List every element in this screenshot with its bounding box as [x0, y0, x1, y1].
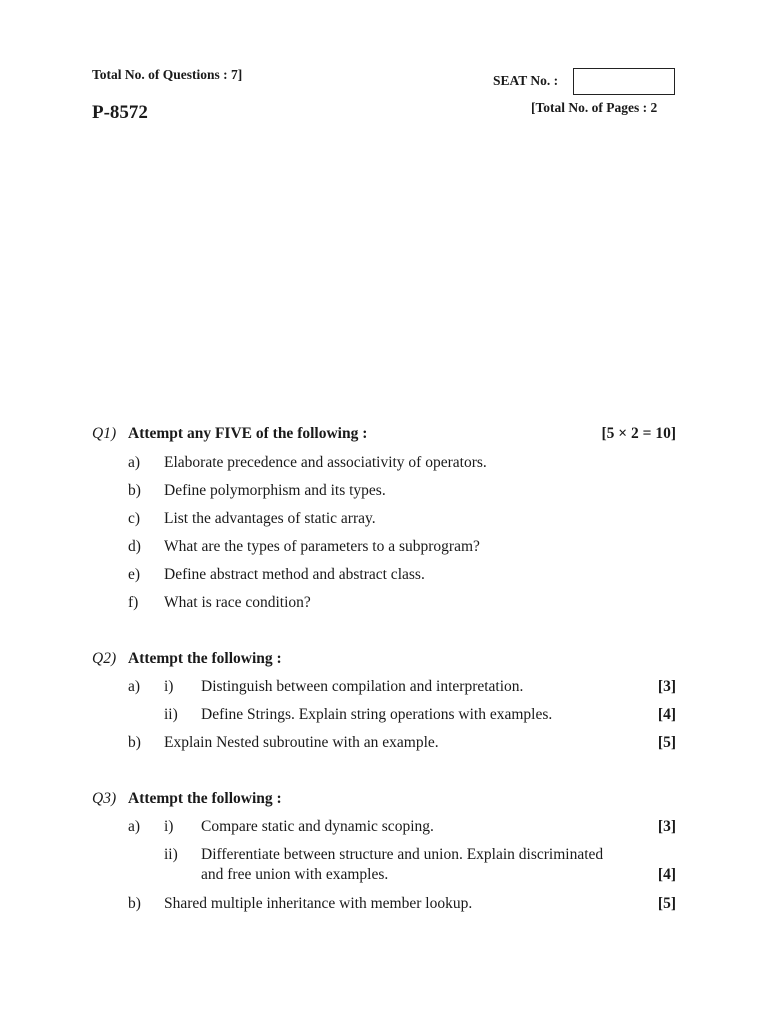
q2-title: Attempt the following : — [128, 650, 282, 667]
q1-title: Attempt any FIVE of the following : — [128, 425, 368, 442]
q3-a-label: a) — [128, 818, 141, 835]
q2-a-ii-text: Define Strings. Explain string operations with examples. — [201, 706, 553, 723]
paper-code: P-8572 — [92, 102, 148, 123]
q3-a-ii-marks: [4] — [657, 866, 676, 883]
seat-label: SEAT No. : — [493, 73, 559, 88]
q2-number: Q2) — [92, 650, 117, 667]
q1-item-label: f) — [128, 594, 139, 611]
q3-a-ii-text-line1: Differentiate between structure and union. Explain discriminated — [201, 846, 604, 863]
q1-number: Q1) — [92, 425, 117, 442]
q1-item-label: e) — [128, 566, 141, 583]
q3-a-i-marks: [3] — [657, 818, 676, 835]
q3-number: Q3) — [92, 790, 117, 807]
q1-marks: [5 × 2 = 10] — [601, 425, 676, 442]
q3-b-marks: [5] — [657, 895, 676, 912]
q2-a-ii-label: ii) — [164, 706, 178, 723]
q2-a-i-marks: [3] — [657, 678, 676, 695]
q1-item-label: c) — [128, 510, 141, 527]
q2-b-marks: [5] — [657, 734, 676, 751]
q3-a-ii-text-line2: and free union with examples. — [201, 866, 389, 883]
q1-item-label: b) — [128, 482, 141, 499]
q1-item-label: a) — [128, 454, 141, 471]
q1-item-text: What is race condition? — [164, 594, 311, 611]
q2-a-i-label: i) — [164, 678, 174, 695]
seat-number-box — [573, 68, 675, 95]
q2-a-i-text: Distinguish between compilation and interpretation. — [201, 678, 524, 695]
q1-item-label: d) — [128, 538, 141, 555]
q3-b-text: Shared multiple inheritance with member lookup. — [164, 895, 473, 912]
q3-a-i-text: Compare static and dynamic scoping. — [201, 818, 434, 835]
q1-item-text: What are the types of parameters to a subprogram? — [164, 538, 480, 555]
q3-b-label: b) — [128, 895, 141, 912]
q2-a-label: a) — [128, 678, 141, 695]
q1-item-text: List the advantages of static array. — [164, 510, 376, 527]
q3-a-ii-label: ii) — [164, 846, 178, 863]
q1-item-text: Define abstract method and abstract class. — [164, 566, 425, 583]
q1-item-text: Define polymorphism and its types. — [164, 482, 386, 499]
q3-title: Attempt the following : — [128, 790, 282, 807]
total-questions: Total No. of Questions : 7] — [92, 67, 243, 82]
q2-b-label: b) — [128, 734, 141, 751]
q3-a-i-label: i) — [164, 818, 174, 835]
total-pages: [Total No. of Pages : 2 — [531, 100, 658, 115]
q1-item-text: Elaborate precedence and associativity of operators. — [164, 454, 487, 471]
q2-b-text: Explain Nested subroutine with an example. — [164, 734, 439, 751]
q2-a-ii-marks: [4] — [657, 706, 676, 723]
